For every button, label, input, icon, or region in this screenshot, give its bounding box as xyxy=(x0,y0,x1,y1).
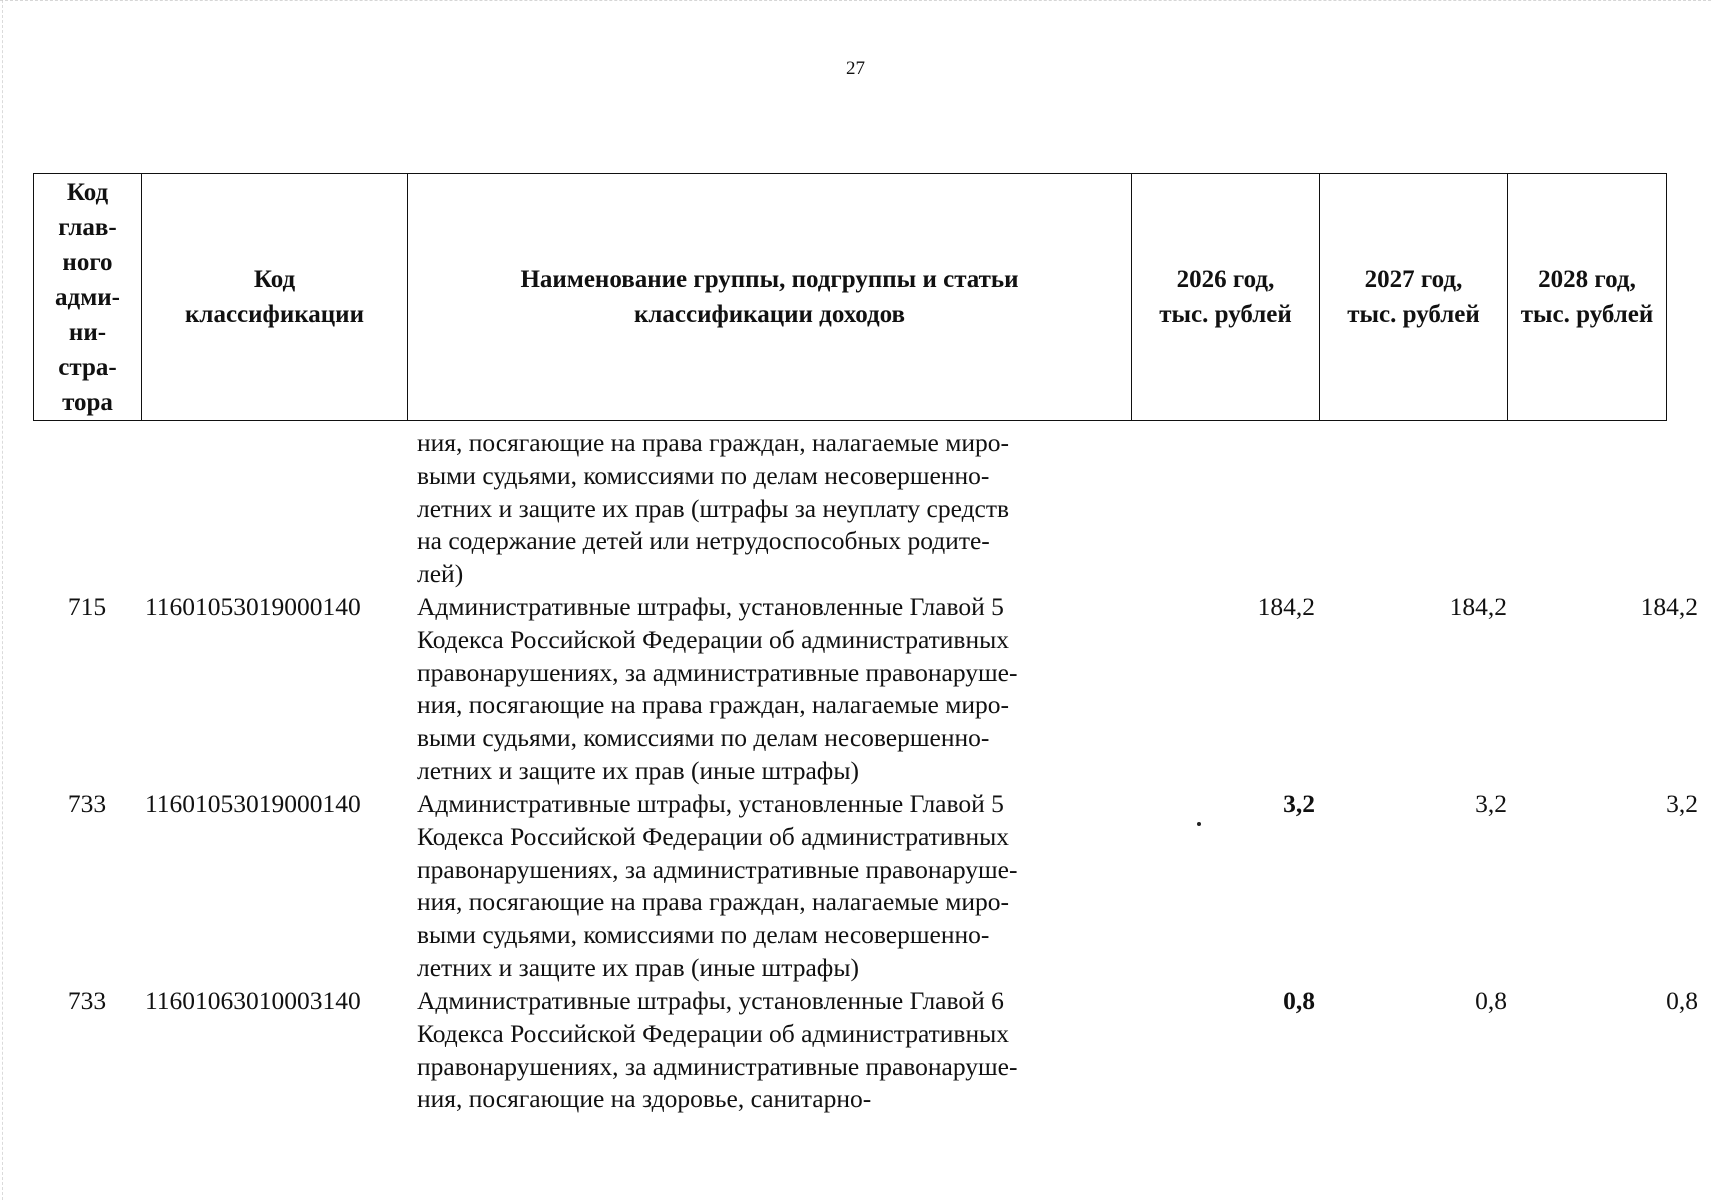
name-cell: ния, посягающие на права граждан, налагаемые миро- выми судьями, комиссиями по делам несовершенно- летних и защите их прав (штрафы за неуплату средств на содержание детей или нетрудоспособных родите- лей) xyxy=(417,428,1010,589)
header-classification-code: Код классификации xyxy=(142,174,408,421)
header-name: Наименование группы, подгруппы и статьи классификации доходов xyxy=(408,174,1132,421)
value-2027-cell: 0,8 xyxy=(1475,986,1507,1015)
header-2026: 2026 год, тыс. рублей xyxy=(1132,174,1320,421)
admin-code-cell: 733 xyxy=(67,986,107,1015)
scan-edge-left xyxy=(2,0,4,1200)
value-2026-cell: 0,8 xyxy=(1283,986,1315,1015)
admin-code-cell: 715 xyxy=(67,592,107,621)
name-cell: Административные штрафы, установленные Главой 6 Кодекса Российской Федерации об административных правонарушениях, за административные правонаруше- ния, посягающие на здоровье, санитарно- xyxy=(417,986,1018,1114)
classification-code-cell: 11601053019000140 xyxy=(145,789,361,818)
header-admin-code: Код глав- ного адми- ни- стра- тора xyxy=(34,174,142,421)
name-cell: Административные штрафы, установленные Главой 5 Кодекса Российской Федерации об административных правонарушениях, за административные правонаруше- ния, посягающие на права граждан, налагаемые миро- выми судьями, комиссиями по делам несовершенно- летних и защите их прав (иные штрафы) xyxy=(417,789,1018,982)
value-2026-cell: 184,2 xyxy=(1257,592,1315,621)
classification-code-cell: 11601053019000140 xyxy=(145,592,361,621)
scan-edge-top xyxy=(0,0,1711,4)
value-2028-cell: 3,2 xyxy=(1666,789,1698,818)
header-2027: 2027 год, тыс. рублей xyxy=(1320,174,1508,421)
table-header xyxy=(33,173,1667,421)
revenue-table xyxy=(33,173,1698,1125)
admin-code-cell: 733 xyxy=(67,789,107,818)
value-2028-cell: 184,2 xyxy=(1640,592,1698,621)
scan-speck xyxy=(1197,822,1201,826)
value-2028-cell: 0,8 xyxy=(1666,986,1698,1015)
table-body xyxy=(33,427,1698,1125)
value-2026-cell: 3,2 xyxy=(1283,789,1315,818)
header-2028: 2028 год, тыс. рублей xyxy=(1508,174,1667,421)
page-number: 27 xyxy=(846,58,865,79)
table-row-continuation xyxy=(33,427,1666,591)
name-cell: Административные штрафы, установленные Главой 5 Кодекса Российской Федерации об административных правонарушениях, за административные правонаруше- ния, посягающие на права граждан, налагаемые миро- выми судьями, комиссиями по делам несовершенно- летних и защите их прав (иные штрафы) xyxy=(417,592,1018,785)
value-2027-cell: 3,2 xyxy=(1475,789,1507,818)
value-2027-cell: 184,2 xyxy=(1449,592,1507,621)
table-row xyxy=(33,591,1698,788)
table-row xyxy=(33,985,1698,1125)
table-row xyxy=(33,788,1698,985)
classification-code-cell: 11601063010003140 xyxy=(145,986,361,1015)
